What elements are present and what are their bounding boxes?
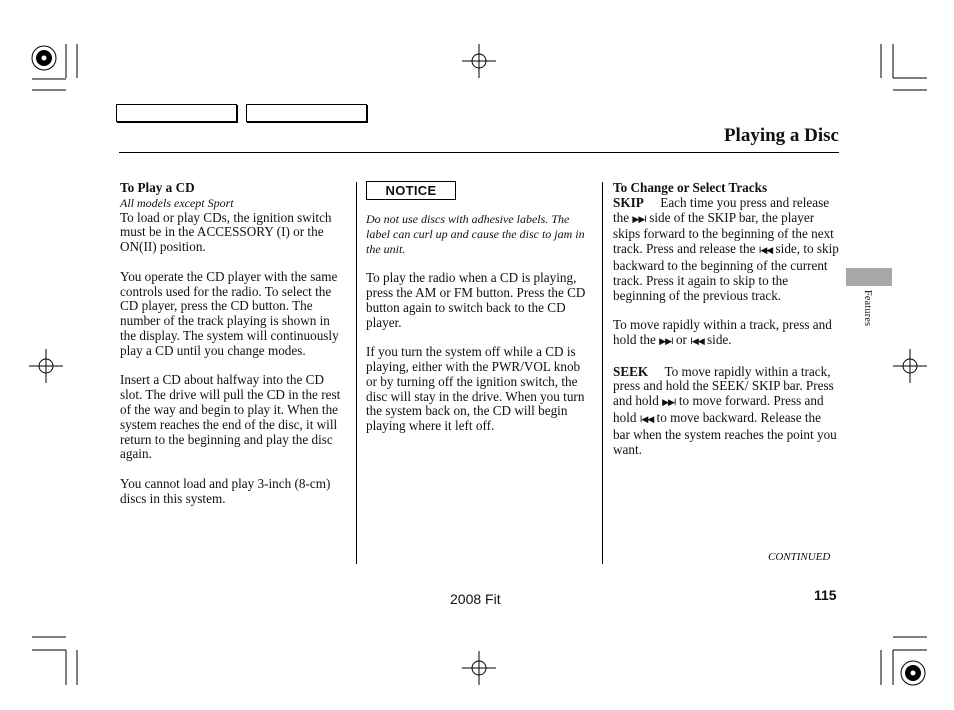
seek-paragraph: SEEK To move rapidly within a track, press and hold the SEEK/ SKIP bar. Press and hold ▶▶I to move forward. Press and hold I◀◀ to move backward. Release the bar when the system reaches the point you want. <box>613 363 837 457</box>
paragraph: If you turn the system off while a CD is playing, either with the PWR/VOL knob or by turning off the ignition switch, the disc will stay in the drive. When you turn the system back on, the CD will begin playing where it left off. <box>366 344 585 434</box>
seek-label: SEEK <box>613 363 649 379</box>
section-tab <box>846 268 892 286</box>
skip-backward-icon: I◀◀ <box>690 336 704 347</box>
model-note: All models except Sport <box>120 195 234 210</box>
section-heading-play-cd: To Play a CD <box>120 180 195 195</box>
footer-model: 2008 Fit <box>450 591 501 607</box>
right-column <box>613 181 841 472</box>
rapid-move-paragraph: To move rapidly within a track, press and hold the ▶▶I or I◀◀ side. <box>613 317 832 347</box>
section-tab-label: Features <box>862 290 873 327</box>
skip-label: SKIP <box>613 194 644 210</box>
skip-forward-icon: ▶▶I <box>659 336 673 347</box>
notice-text: Do not use discs with adhesive labels. The label can curl up and cause the disc to jam in the unit. <box>366 212 585 256</box>
header-tab-box-1 <box>116 104 237 122</box>
notice-label: NOTICE <box>366 181 456 200</box>
column-divider-1 <box>356 182 357 564</box>
sunburst-mark-top-left <box>32 46 56 70</box>
skip-forward-icon: ▶▶I <box>632 214 646 225</box>
paragraph: You operate the CD player with the same controls used for the radio. To select the CD player, press the CD button. The number of the track playing is shown in the display. The system will continuously play a CD until you change modes. <box>120 268 339 358</box>
skip-backward-icon: I◀◀ <box>758 246 773 257</box>
header-rule <box>119 152 839 153</box>
skip-forward-icon: ▶▶I <box>662 398 676 409</box>
column-divider-2 <box>602 182 603 564</box>
middle-column <box>366 181 594 449</box>
skip-backward-icon: I◀◀ <box>639 414 654 425</box>
skip-paragraph: SKIP Each time you press and release the ▶▶I side of the SKIP bar, the player skips forward to the beginning of the next track. Press and release the I◀◀ side, to skip backward to the beginning of the current track. Press it again to skip to the beginning of the previous track. <box>613 194 839 303</box>
paragraph: You cannot load and play 3-inch (8-cm) discs in this system. <box>120 475 331 506</box>
page-number: 115 <box>814 587 837 603</box>
paragraph: To load or play CDs, the ignition switch must be in the ACCESSORY (I) or the ON(II) position. <box>120 209 332 255</box>
paragraph: Insert a CD about halfway into the CD slot. The drive will pull the CD in the rest of the way and begin to play it. When the system reaches the end of the disc, it will return to the beginning and play the disc again. <box>120 372 341 462</box>
page-title: Playing a Disc <box>723 125 839 146</box>
left-column <box>120 181 346 521</box>
header-tab-box-2 <box>246 104 367 122</box>
sunburst-mark-bottom-right <box>901 661 925 685</box>
continued-note: CONTINUED <box>768 551 831 563</box>
paragraph: To play the radio when a CD is playing, press the AM or FM button. Press the CD button again to switch back to the CD player. <box>366 270 586 330</box>
section-heading-change-tracks: To Change or Select Tracks <box>613 180 768 195</box>
